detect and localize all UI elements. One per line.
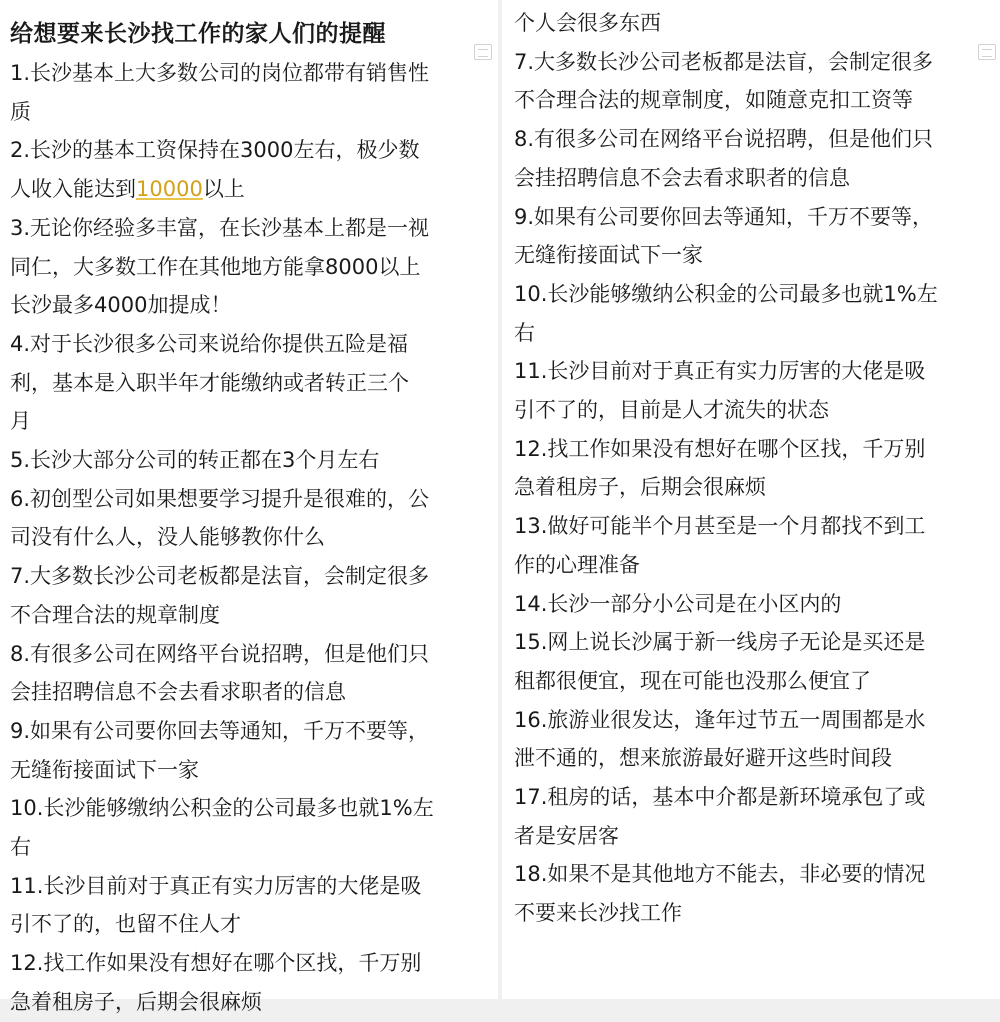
note-line: 7.大多数长沙公司老板都是法盲，会制定很多 <box>514 49 934 74</box>
note-line: 右 <box>10 835 31 860</box>
note-line: 无缝衔接面试下一家 <box>514 243 703 268</box>
note-line: 8.有很多公司在网络平台说招聘，但是他们只 <box>10 641 430 666</box>
note-line: 急着租房子，后期会很麻烦 <box>10 989 262 1014</box>
note-line: 14.长沙一部分小公司是在小区内的 <box>514 591 842 616</box>
note-line: 18.如果不是其他地方不能去，非必要的情况 <box>514 862 926 887</box>
right-note-panel <box>502 0 1000 999</box>
note-line: 1.长沙基本上大多数公司的岗位都带有销售性 <box>10 61 430 85</box>
note-line: 不合理合法的规章制度，如随意克扣工资等 <box>514 88 913 113</box>
watermark-icon <box>474 44 492 60</box>
note-title: 给想要来长沙找工作的家人们的提醒 <box>10 21 386 47</box>
note-line: 不合理合法的规章制度 <box>10 602 220 627</box>
note-line: 17.租房的话，基本中介都是新环境承包了或 <box>514 785 926 810</box>
note-line: 9.如果有公司要你回去等通知，千万不要等， <box>514 204 934 229</box>
highlighted-salary: 10000 <box>136 177 203 202</box>
note-line: 司没有什么人，没人能够教你什么 <box>10 525 325 550</box>
note-line: 2.长沙的基本工资保持在3000左右，极少数 <box>10 138 420 163</box>
note-line: 利，基本是入职半年才能缴纳或者转正三个 <box>10 370 409 395</box>
note-line: 作的心理准备 <box>514 552 640 577</box>
note-line: 10.长沙能够缴纳公积金的公司最多也就1%左 <box>514 281 938 306</box>
note-line: 5.长沙大部分公司的转正都在3个月左右 <box>10 448 380 473</box>
note-line: 租都很便宜，现在可能也没那么便宜了 <box>514 668 871 693</box>
note-line: 11.长沙目前对于真正有实力厉害的大佬是吸 <box>10 873 422 898</box>
note-line: 泄不通的，想来旅游最好避开这些时间段 <box>514 746 892 771</box>
note-line: 12.找工作如果没有想好在哪个区找，千万别 <box>10 951 422 976</box>
note-line: 月 <box>10 409 31 434</box>
note-line: 不要来长沙找工作 <box>514 901 682 926</box>
note-line: 9.如果有公司要你回去等通知，千万不要等， <box>10 718 430 743</box>
note-line: 8.有很多公司在网络平台说招聘，但是他们只 <box>514 127 934 152</box>
note-line: 10.长沙能够缴纳公积金的公司最多也就1%左 <box>10 796 434 821</box>
note-line: 6.初创型公司如果想要学习提升是很难的，公 <box>10 486 430 511</box>
note-line: 长沙最多4000加提成！ <box>10 293 232 318</box>
note-line: 15.网上说长沙属于新一线房子无论是买还是 <box>514 630 926 655</box>
note-line: 4.对于长沙很多公司来说给你提供五险是福 <box>10 331 409 356</box>
note-line: 3.无论你经验多丰富，在长沙基本上都是一视 <box>10 215 430 240</box>
note-line: 急着租房子，后期会很麻烦 <box>514 475 766 500</box>
note-line: 会挂招聘信息不会去看求职者的信息 <box>514 165 850 190</box>
note-line: 质 <box>10 99 31 124</box>
note-line: 右 <box>514 320 535 345</box>
note-line: 引不了的，目前是人才流失的状态 <box>514 398 829 423</box>
note-line: 同仁，大多数工作在其他地方能拿8000以上 <box>10 254 421 279</box>
note-text: 人收入能达到 <box>10 177 136 202</box>
note-text: 以上 <box>202 177 245 202</box>
note-line: 16.旅游业很发达，逢年过节五一周围都是水 <box>514 707 926 732</box>
note-line: 会挂招聘信息不会去看求职者的信息 <box>10 680 346 705</box>
note-line: 11.长沙目前对于真正有实力厉害的大佬是吸 <box>514 359 926 384</box>
note-line: 12.找工作如果没有想好在哪个区找，千万别 <box>514 436 926 461</box>
note-line: 个人会很多东西 <box>514 11 661 35</box>
watermark-icon <box>978 44 996 60</box>
note-line: 者是安居客 <box>514 823 619 848</box>
left-note-panel <box>0 0 498 1014</box>
note-line-with-highlight <box>10 170 488 209</box>
note-line: 引不了的，也留不住人才 <box>10 912 241 937</box>
note-line: 7.大多数长沙公司老板都是法盲，会制定很多 <box>10 564 430 589</box>
note-line: 13.做好可能半个月甚至是一个月都找不到工 <box>514 514 926 539</box>
note-line: 无缝衔接面试下一家 <box>10 757 199 782</box>
